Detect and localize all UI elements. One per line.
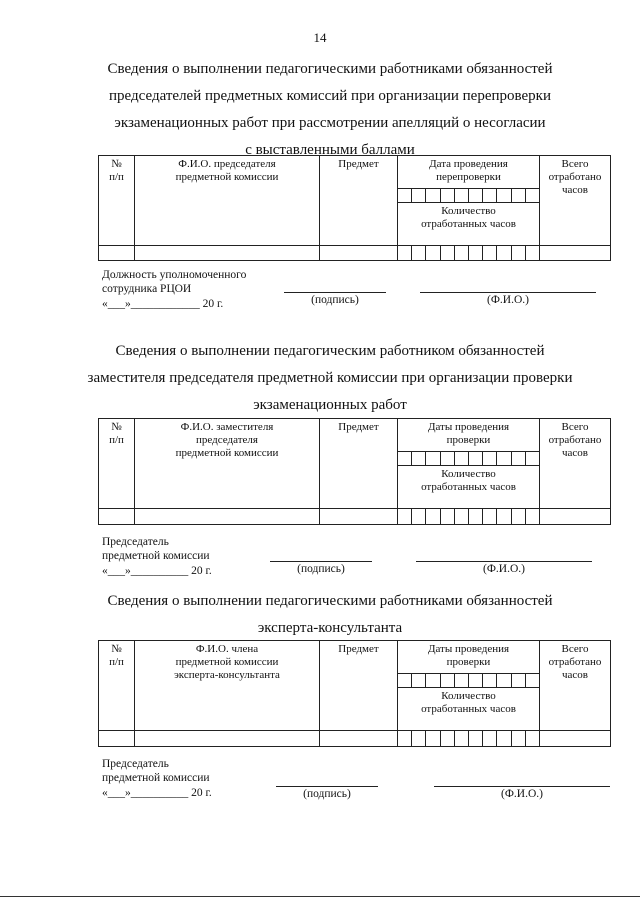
heading-line: заместителя председателя предметной комиссии при организации проверки [87,370,573,386]
signature-line [270,561,372,562]
signature-line [276,786,378,787]
heading-line: Сведения о выполнении педагогическими работниками обязанностей [107,61,553,77]
table-cell [135,509,320,525]
table-cell [540,731,611,747]
signature-line [284,292,386,293]
section-2-heading [40,338,620,419]
table-cell [320,246,398,261]
table-cell [320,731,398,747]
header-total: Всего отработано часов [540,156,611,246]
table-cell [398,246,540,261]
table-cell [99,731,135,747]
name-line [416,561,592,562]
date-subcells [398,188,539,203]
name-caption: (Ф.И.О.) [483,563,525,575]
position-label: Председатель предметной комиссии [102,758,210,784]
signature-caption: (подпись) [303,788,351,800]
heading-line: эксперта-консультанта [257,620,403,636]
header-dates: Дата проведения перепроверки Количество отработанных часов [398,156,540,246]
date-line: «___»____________ 20 г. [102,298,224,310]
table-cell [398,509,540,525]
table-cell [398,731,540,747]
date-subcells [398,451,539,466]
header-name: Ф.И.О. председателя предметной комиссии [135,156,320,246]
position-label: Должность уполномоченного сотрудника РЦОИ [102,269,247,295]
header-dates: Даты проведения проверки Количество отработанных часов [398,641,540,731]
section-3-heading [40,588,620,642]
header-subject: Предмет [320,156,398,246]
section-3-table [98,640,611,747]
section-2-table [98,418,611,525]
section-1-table [98,155,611,261]
table-cell [99,509,135,525]
heading-line: Сведения о выполнении педагогическими работниками обязанностей [107,593,553,609]
table-cell [540,509,611,525]
header-dates: Даты проведения проверки Количество отработанных часов [398,419,540,509]
table-cell [540,246,611,261]
position-label: Председатель предметной комиссии [102,536,210,562]
header-num: № п/п [99,641,135,731]
header-subject: Предмет [320,419,398,509]
header-total: Всего отработано часов [540,419,611,509]
section-1-heading [40,56,620,164]
table-cell [135,246,320,261]
date-subcells [398,673,539,688]
heading-line: председателей предметных комиссий при организации перепроверки [109,88,551,104]
name-caption: (Ф.И.О.) [487,294,529,306]
header-name: Ф.И.О. члена предметной комиссии эксперта-консультанта [135,641,320,731]
name-line [434,786,610,787]
table-cell [135,731,320,747]
header-name: Ф.И.О. заместителя председателя предметной комиссии [135,419,320,509]
heading-line: с выставленными баллами [245,142,415,158]
heading-line: экзаменационных работ [253,397,407,413]
header-num: № п/п [99,419,135,509]
date-line: «___»__________ 20 г. [102,787,212,799]
date-line: «___»__________ 20 г. [102,565,212,577]
page-number: 14 [313,30,327,45]
name-caption: (Ф.И.О.) [501,788,543,800]
heading-line: Сведения о выполнении педагогическим работником обязанностей [115,343,545,359]
header-num: № п/п [99,156,135,246]
signature-caption: (подпись) [311,294,359,306]
heading-line: экзаменационных работ при рассмотрении апелляций о несогласии [114,115,546,131]
name-line [420,292,596,293]
header-total: Всего отработано часов [540,641,611,731]
table-cell [99,246,135,261]
page-bottom-rule [0,896,640,897]
header-subject: Предмет [320,641,398,731]
table-cell [320,509,398,525]
signature-caption: (подпись) [297,563,345,575]
